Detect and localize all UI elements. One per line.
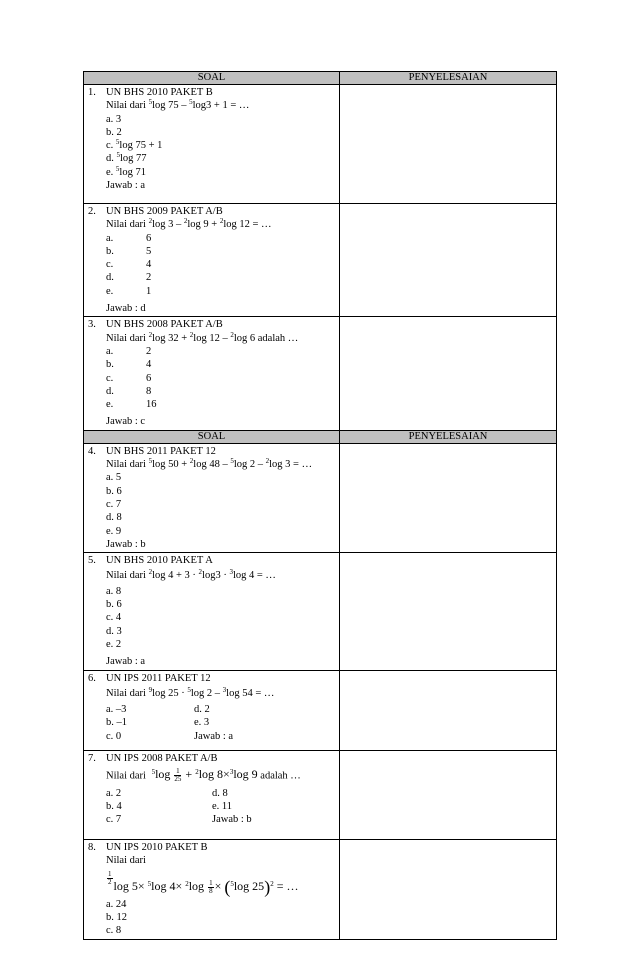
option-d: d. $^5$log 77 <box>106 151 147 165</box>
question-number: 8. <box>88 841 96 853</box>
formula: $\frac{1}{2}$ log 5× $^5$log 4× $^2$log $\frac{1}{8}$ × ($^5$log 25)$^2$ = … <box>108 870 299 898</box>
question-number: 1. <box>88 87 96 98</box>
header-row <box>84 72 557 85</box>
question-row-7 <box>84 750 557 839</box>
fraction: $\frac{1}{2}$ <box>108 870 112 887</box>
option-c: c. 8 <box>106 925 122 937</box>
solution-cell-8 <box>340 839 557 939</box>
option-row: c. 0 Jawab : a <box>106 730 234 742</box>
solution-cell-7 <box>340 750 557 839</box>
option-e: e. 2 <box>106 638 122 650</box>
question-stem: Nilai dari $^5$log $\frac{1}{25}$ + $^2$log 8×$^3$log 9 adalah … <box>106 766 301 783</box>
solution-cell-4 <box>340 443 557 552</box>
answer: Jawab : b <box>106 538 146 550</box>
solution-cell-5 <box>340 553 557 670</box>
option-d: d. 8 <box>106 512 122 524</box>
question-title: UN IPS 2010 PAKET B <box>106 841 208 853</box>
solution-cell-1 <box>340 85 557 204</box>
option-b: b. 2 <box>106 126 122 138</box>
option-b: b. 6 <box>106 485 122 497</box>
question-8 <box>84 840 339 939</box>
option-row: a. –3 d. 2 <box>106 704 210 716</box>
question-4 <box>84 444 339 552</box>
option-b: b. 5 <box>106 245 152 257</box>
question-6 <box>84 671 339 744</box>
option-a: a. 2 <box>106 345 152 357</box>
answer: Jawab : a <box>106 180 146 192</box>
solution-cell-3 <box>340 317 557 430</box>
question-stem: Nilai dari $^2$log 3 – $^2$log 9 + $^2$log 12 = … <box>106 217 272 231</box>
question-row-8 <box>84 839 557 939</box>
option-row: c. 7 Jawab : b <box>106 814 252 826</box>
question-number: 7. <box>88 752 96 764</box>
question-number: 4. <box>88 445 96 457</box>
question-row-6 <box>84 670 557 750</box>
header-penyelesaian: PENYELESAIAN <box>340 72 557 85</box>
question-5 <box>84 553 339 669</box>
question-number: 3. <box>88 319 96 331</box>
question-1 <box>84 85 339 193</box>
solution-cell-6 <box>340 670 557 750</box>
question-row-5 <box>84 553 557 670</box>
option-row: b. –1 e. 3 <box>106 717 210 729</box>
question-stem: Nilai dari $^2$log 32 + $^2$log 12 – $^2$log 6 adalah … <box>106 330 299 344</box>
question-title: UN BHS 2010 PAKET B <box>106 87 213 98</box>
option-d: d. 8 <box>106 385 152 397</box>
header-penyelesaian: PENYELESAIAN <box>340 430 557 443</box>
option-c: c. 4 <box>106 612 122 624</box>
option-a: a. 8 <box>106 585 122 597</box>
question-stem: Nilai dari <box>106 854 146 866</box>
question-stem: Nilai dari $^2$log 4 + 3 · $^2$log3 · $^3$log 4 = … <box>106 568 276 582</box>
question-row-4 <box>84 443 557 552</box>
option-d: d. 2 <box>106 272 152 284</box>
question-number: 6. <box>88 672 96 684</box>
question-stem: Nilai dari $^5$log 75 – $^5$log3 + 1 = … <box>106 98 250 112</box>
option-a: a. 3 <box>106 113 122 125</box>
option-c: c. 6 <box>106 372 152 384</box>
formula: $^5$log $\frac{1}{25}$ + $^2$log 8×$^3$log 9 <box>151 766 258 783</box>
option-d: d. 3 <box>106 625 122 637</box>
question-title: UN IPS 2011 PAKET 12 <box>106 672 211 684</box>
option-b: b. 12 <box>106 912 127 924</box>
question-stem: Nilai dari $^9$log 25 · $^5$log 2 – $^3$log 54 = … <box>106 685 275 699</box>
question-number: 2. <box>88 206 96 217</box>
header-row <box>84 430 557 443</box>
option-a: a. 24 <box>106 898 127 910</box>
fraction: $\frac{1}{25}$ <box>174 766 182 783</box>
option-row: b. 4 e. 11 <box>106 801 233 813</box>
option-e: e. $^5$log 71 <box>106 164 146 178</box>
option-row: a. 2 d. 8 <box>106 787 228 799</box>
header-soal: SOAL <box>84 430 340 443</box>
question-3 <box>84 317 339 429</box>
option-b: b. 4 <box>106 359 152 371</box>
option-e: e. 9 <box>106 525 122 537</box>
answer: Jawab : d <box>106 303 146 315</box>
option-b: b. 6 <box>106 599 122 611</box>
question-stem: Nilai dari $^5$log 50 + $^2$log 48 – $^5$log 2 – $^2$log 3 = … <box>106 457 313 471</box>
option-e: e. 16 <box>106 399 157 411</box>
option-e: e. 1 <box>106 285 152 297</box>
question-row-1 <box>84 85 557 204</box>
option-a: a. 6 <box>106 232 152 244</box>
option-c: c. $^5$log 75 + 1 <box>106 138 163 152</box>
answer: Jawab : c <box>106 416 146 428</box>
question-title: UN BHS 2009 PAKET A/B <box>106 206 223 217</box>
question-2 <box>84 204 339 316</box>
answer: Jawab : a <box>106 656 146 668</box>
question-table <box>83 71 557 940</box>
option-c: c. 7 <box>106 498 122 510</box>
question-row-2 <box>84 204 557 317</box>
solution-cell-2 <box>340 204 557 317</box>
option-c: c. 4 <box>106 259 152 271</box>
question-7 <box>84 751 339 828</box>
header-soal: SOAL <box>84 72 340 85</box>
question-number: 5. <box>88 555 96 567</box>
question-title: UN BHS 2010 PAKET A <box>106 555 213 567</box>
question-title: UN BHS 2011 PAKET 12 <box>106 445 216 457</box>
option-a: a. 5 <box>106 472 122 484</box>
question-row-3 <box>84 317 557 430</box>
fraction: $\frac{1}{8}$ <box>209 878 213 895</box>
question-title: UN BHS 2008 PAKET A/B <box>106 319 223 331</box>
question-title: UN IPS 2008 PAKET A/B <box>106 752 218 764</box>
